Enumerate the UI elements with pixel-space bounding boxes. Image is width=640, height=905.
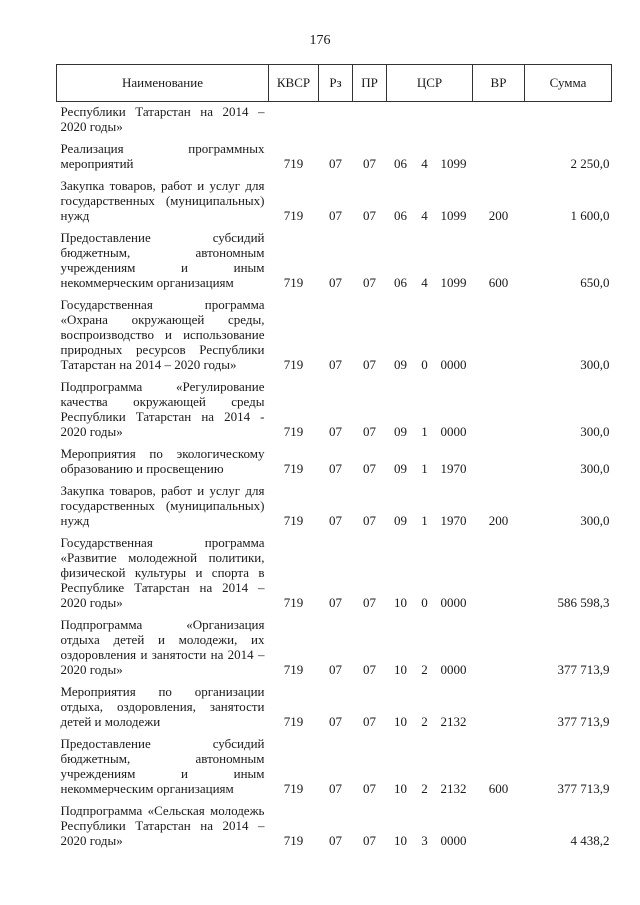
- row-kvsr: 719: [283, 275, 304, 290]
- row-pr: 07: [363, 424, 376, 439]
- row-csr-program: 09: [394, 424, 407, 439]
- row-csr-subprogram: 0: [421, 595, 428, 610]
- budget-table: [56, 64, 612, 852]
- row-kvsr: 719: [283, 461, 304, 476]
- row-name: Подпрограмма «Организация отдыха детей и молодежи, их оздоровления и занятости на 2014 – 2020 годы»: [60, 617, 265, 677]
- row-pr: 07: [363, 156, 376, 171]
- row-pr: 07: [363, 662, 376, 677]
- row-name: Закупка товаров, работ и услуг для государственных (муниципальных) нужд: [60, 178, 265, 223]
- row-csr-direction: 0000: [440, 424, 467, 439]
- row-name: Государственная программа «Развитие молодежной политики, физической культуры и спорта в Республике Татарстан на 2014 – 2020 годы»: [60, 535, 265, 610]
- row-csr-direction: 1099: [440, 156, 467, 171]
- header-sum: Сумма: [525, 65, 612, 102]
- row-csr-subprogram: 2: [421, 781, 428, 796]
- row-rz: 07: [329, 275, 342, 290]
- row-csr-program: 10: [394, 662, 407, 677]
- row-csr-direction: 2132: [440, 714, 467, 729]
- row-sum: 4 438,2: [570, 833, 610, 848]
- row-csr-direction: 0000: [440, 833, 467, 848]
- row-name: Подпрограмма «Регулирование качества окружающей среды Республики Татарстан на 2014 - 2020 годы»: [60, 379, 265, 439]
- row-name: Государственная программа «Охрана окружающей среды, воспроизводство и использование природных ресурсов Республики Татарстан на 2014 – 2020 годы»: [60, 297, 265, 372]
- row-csr-program: 10: [394, 781, 407, 796]
- row-sum: 377 713,9: [557, 714, 610, 729]
- row-vr: [473, 376, 525, 443]
- row-vr: 600: [488, 781, 509, 796]
- row-csr-direction: 0000: [440, 357, 467, 372]
- table-row: [57, 175, 612, 227]
- row-kvsr: 719: [283, 357, 304, 372]
- row-rz: 07: [329, 156, 342, 171]
- header-csr: ЦСР: [387, 65, 473, 102]
- row-rz: 07: [329, 662, 342, 677]
- row-csr-subprogram: 1: [421, 513, 428, 528]
- row-csr-direction: 2132: [440, 781, 467, 796]
- row-vr: 200: [488, 513, 509, 528]
- row-rz: 07: [329, 781, 342, 796]
- row-csr-direction: 1970: [440, 513, 467, 528]
- row-kvsr: 719: [283, 781, 304, 796]
- table-row: [57, 480, 612, 532]
- row-vr: [473, 294, 525, 376]
- row-sum: 586 598,3: [557, 595, 610, 610]
- header-kvsr: КВСР: [269, 65, 319, 102]
- row-sum: 300,0: [580, 357, 610, 372]
- row-csr-direction: 1099: [440, 208, 467, 223]
- row-sum: 300,0: [580, 424, 610, 439]
- row-rz: 07: [329, 513, 342, 528]
- row-kvsr: 719: [283, 156, 304, 171]
- row-vr: [473, 614, 525, 681]
- table-row: [57, 800, 612, 852]
- row-csr-subprogram: 2: [421, 714, 428, 729]
- row-sum: 300,0: [580, 513, 610, 528]
- row-rz: 07: [329, 357, 342, 372]
- table-row: [57, 681, 612, 733]
- row-csr-program: 09: [394, 461, 407, 476]
- row-pr: 07: [363, 833, 376, 848]
- row-kvsr: 719: [283, 662, 304, 677]
- row-csr-program: 06: [394, 156, 407, 171]
- row-kvsr: 719: [283, 595, 304, 610]
- row-kvsr: 719: [283, 833, 304, 848]
- row-kvsr: 719: [283, 424, 304, 439]
- page-number: 176: [309, 33, 331, 48]
- continuation-text: Республики Татарстан на 2014 – 2020 годы»: [60, 104, 265, 134]
- row-sum: 300,0: [580, 461, 610, 476]
- row-csr-subprogram: 3: [421, 833, 428, 848]
- row-vr: [473, 443, 525, 480]
- row-csr-program: 10: [394, 833, 407, 848]
- table-row: [57, 532, 612, 614]
- row-sum: 2 250,0: [570, 156, 610, 171]
- row-pr: 07: [363, 513, 376, 528]
- row-name: Предоставление субсидий бюджетным, автономным учреждениям и иным некоммерческим организациям: [60, 230, 265, 290]
- row-rz: 07: [329, 833, 342, 848]
- row-sum: 650,0: [580, 275, 610, 290]
- row-csr-subprogram: 4: [421, 275, 428, 290]
- row-rz: 07: [329, 424, 342, 439]
- row-vr: [473, 681, 525, 733]
- row-csr-subprogram: 4: [421, 208, 428, 223]
- row-pr: 07: [363, 781, 376, 796]
- row-rz: 07: [329, 208, 342, 223]
- row-name: Мероприятия по организации отдыха, оздоровления, занятости детей и молодежи: [60, 684, 265, 729]
- table-row: [57, 138, 612, 175]
- table-row: [57, 294, 612, 376]
- table-row: [57, 733, 612, 800]
- row-name: Мероприятия по экологическому образованию и просвещению: [60, 446, 265, 476]
- row-csr-program: 06: [394, 275, 407, 290]
- row-vr: 200: [488, 208, 509, 223]
- row-csr-program: 09: [394, 513, 407, 528]
- row-name: Реализация программных мероприятий: [60, 141, 265, 171]
- row-kvsr: 719: [283, 513, 304, 528]
- row-name: Предоставление субсидий бюджетным, автономным учреждениям и иным некоммерческим организациям: [60, 736, 265, 796]
- row-csr-program: 10: [394, 595, 407, 610]
- row-csr-direction: 0000: [440, 662, 467, 677]
- row-csr-subprogram: 4: [421, 156, 428, 171]
- header-pr: ПР: [353, 65, 387, 102]
- header-vr: ВР: [473, 65, 525, 102]
- row-sum: 377 713,9: [557, 662, 610, 677]
- row-csr-direction: 0000: [440, 595, 467, 610]
- row-csr-program: 09: [394, 357, 407, 372]
- row-csr-program: 10: [394, 714, 407, 729]
- row-pr: 07: [363, 208, 376, 223]
- row-rz: 07: [329, 595, 342, 610]
- row-name: Подпрограмма «Сельская молодежь Республики Татарстан на 2014 – 2020 годы»: [60, 803, 265, 848]
- table-row: [57, 227, 612, 294]
- row-csr-program: 06: [394, 208, 407, 223]
- row-vr: [473, 532, 525, 614]
- row-pr: 07: [363, 595, 376, 610]
- continuation-row: [57, 102, 612, 139]
- row-sum: 377 713,9: [557, 781, 610, 796]
- table-row: [57, 614, 612, 681]
- row-pr: 07: [363, 275, 376, 290]
- row-csr-subprogram: 1: [421, 424, 428, 439]
- row-pr: 07: [363, 461, 376, 476]
- row-csr-subprogram: 1: [421, 461, 428, 476]
- row-vr: 600: [488, 275, 509, 290]
- header-rz: Рз: [319, 65, 353, 102]
- row-csr-direction: 1970: [440, 461, 467, 476]
- row-kvsr: 719: [283, 208, 304, 223]
- row-csr-subprogram: 0: [421, 357, 428, 372]
- row-csr-direction: 1099: [440, 275, 467, 290]
- header-name: Наименование: [57, 65, 269, 102]
- row-kvsr: 719: [283, 714, 304, 729]
- table-row: [57, 443, 612, 480]
- row-vr: [473, 800, 525, 852]
- table-header-row: [57, 65, 612, 102]
- row-name: Закупка товаров, работ и услуг для государственных (муниципальных) нужд: [60, 483, 265, 528]
- row-rz: 07: [329, 461, 342, 476]
- row-pr: 07: [363, 357, 376, 372]
- row-vr: [473, 138, 525, 175]
- row-pr: 07: [363, 714, 376, 729]
- row-sum: 1 600,0: [570, 208, 610, 223]
- table-row: [57, 376, 612, 443]
- row-rz: 07: [329, 714, 342, 729]
- row-csr-subprogram: 2: [421, 662, 428, 677]
